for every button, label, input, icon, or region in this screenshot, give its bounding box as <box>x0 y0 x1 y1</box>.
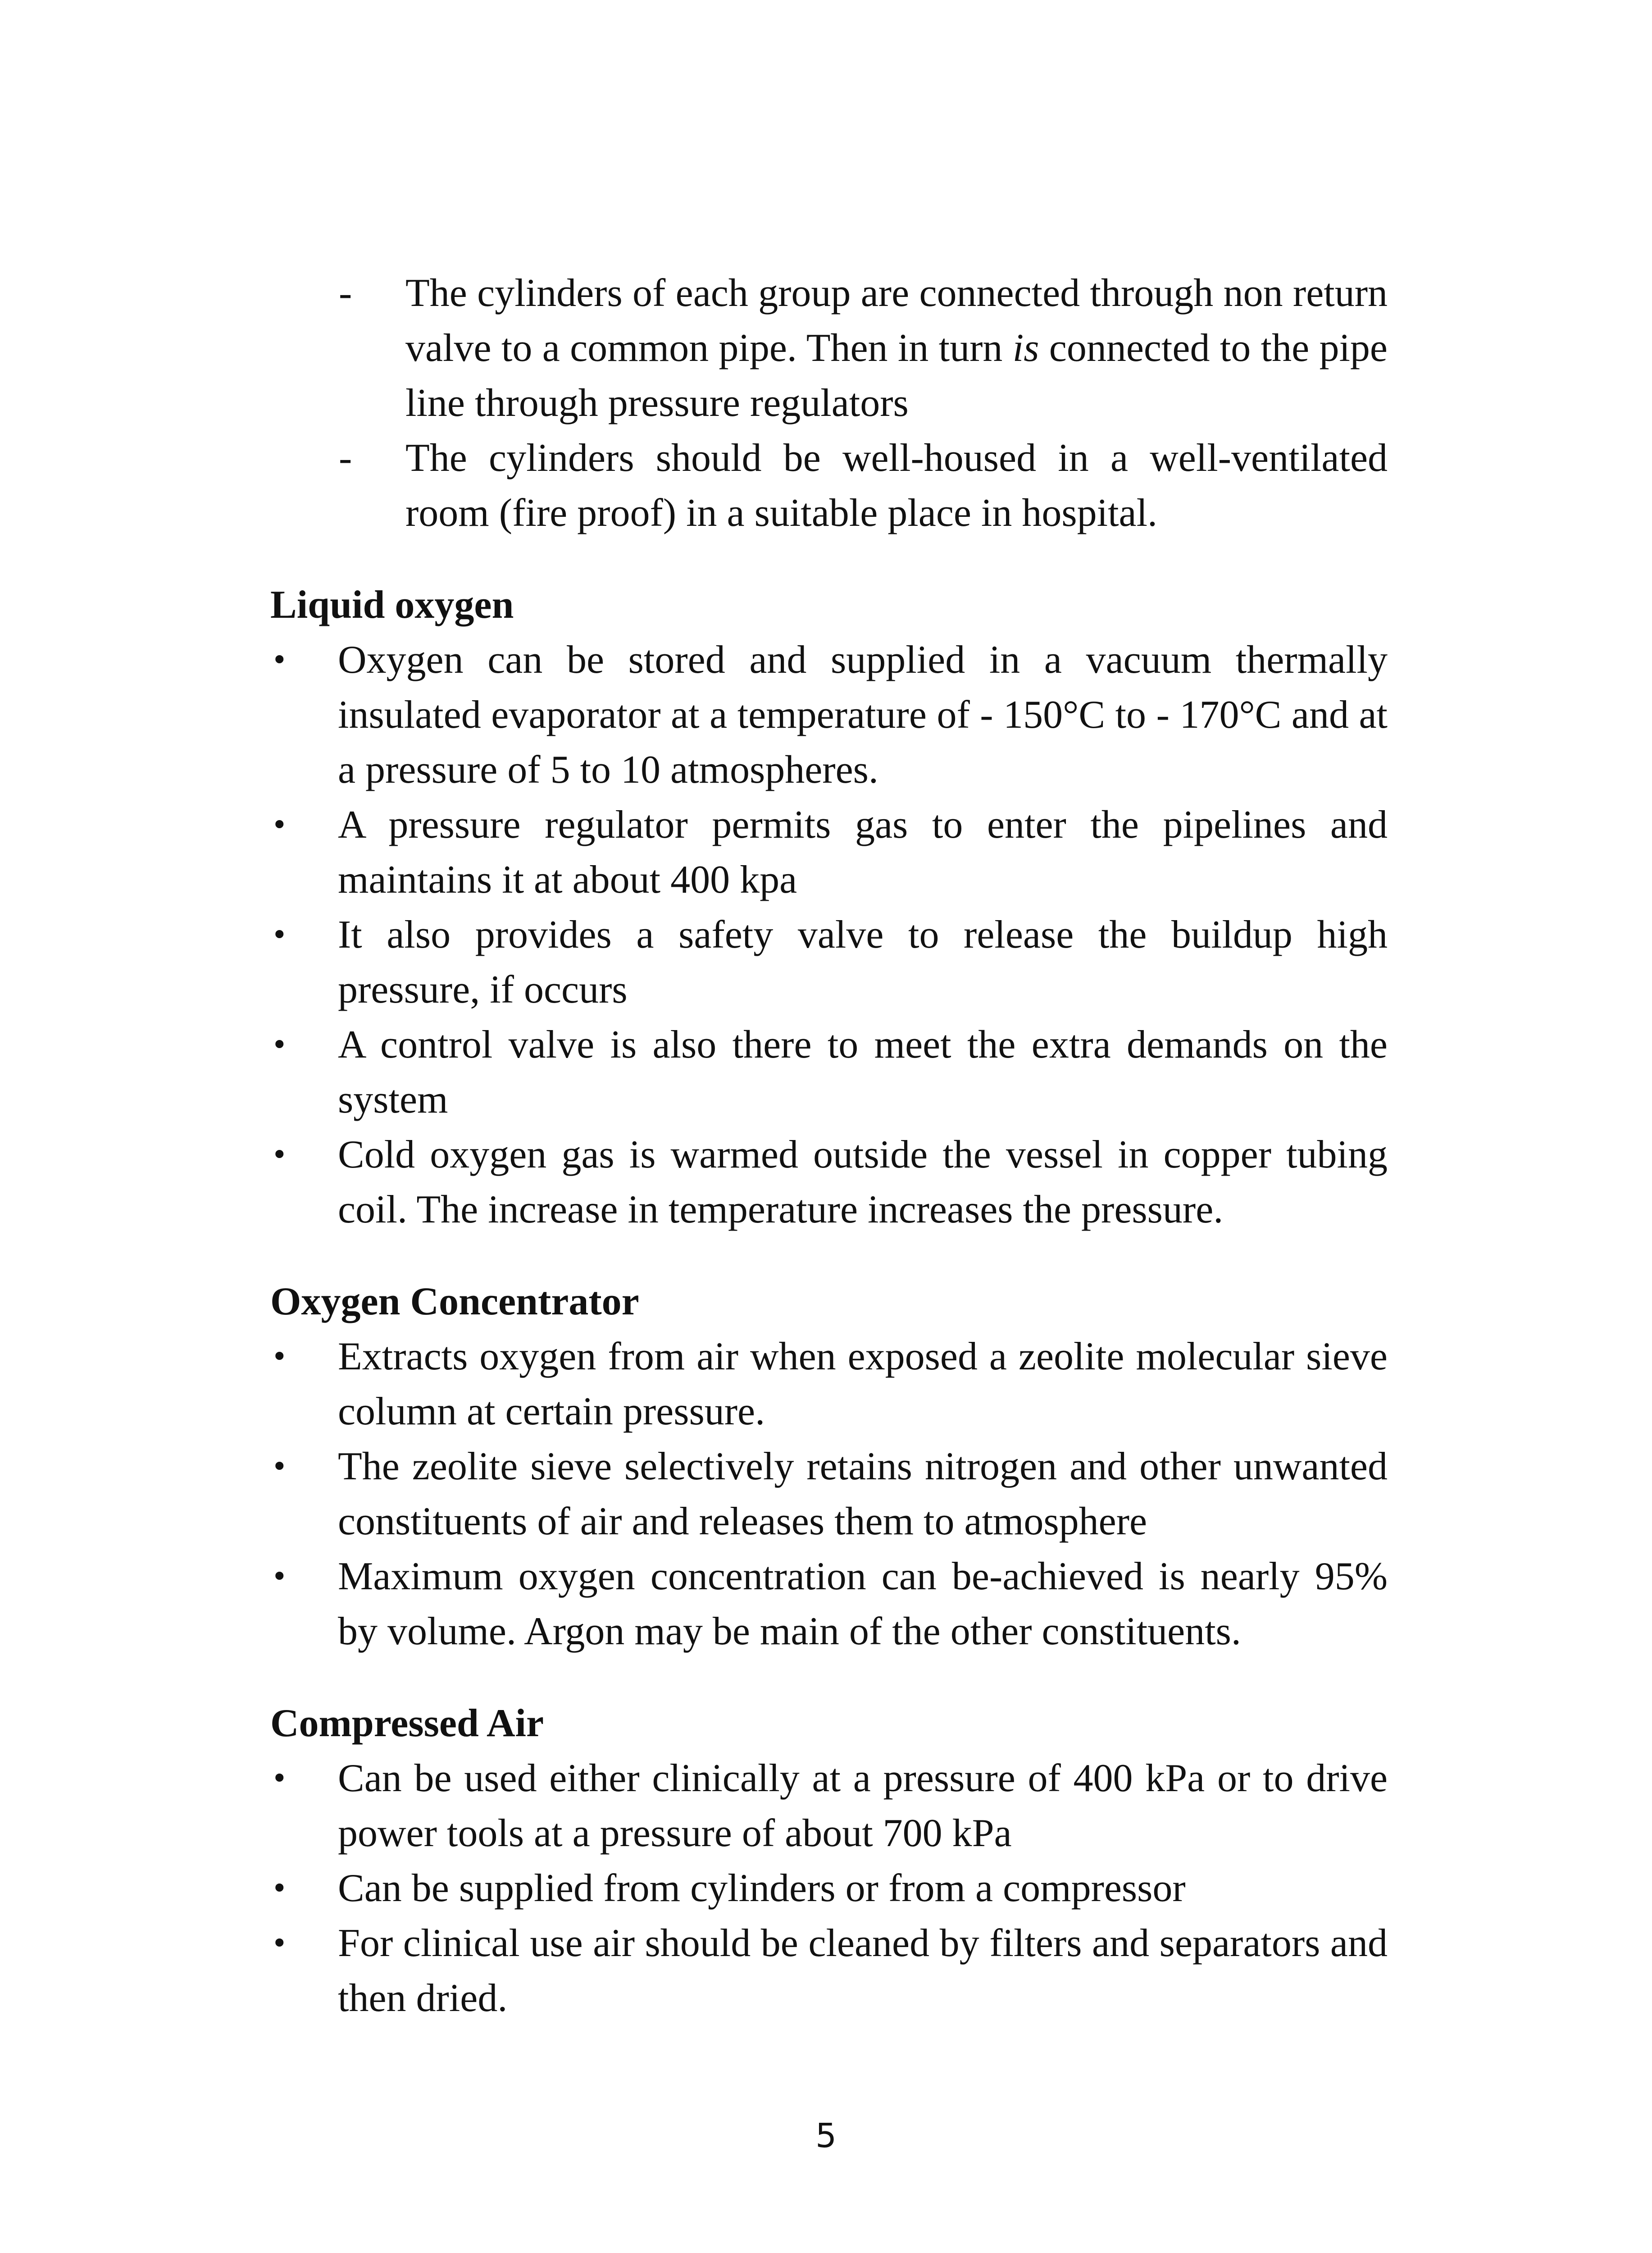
bullet-marker: • <box>271 808 288 841</box>
list-item <box>270 798 1388 908</box>
cylinder-notes-list <box>270 266 1388 541</box>
list-item-text: Extracts oxygen from air when exposed a zeolite molecular sieve column at certain pressure. <box>338 1335 1388 1433</box>
list-item-text: Can be supplied from cylinders or from a compressor <box>338 1866 1186 1910</box>
bullet-marker: • <box>271 1560 288 1593</box>
list-item <box>270 1916 1388 2026</box>
section-heading: Compressed Air <box>270 1701 544 1745</box>
list-item-text: Can be used either clinically at a pressure of 400 kPa or to drive power tools at a pressure of about 700 kPa <box>338 1756 1388 1855</box>
bullet-marker: • <box>271 1762 288 1795</box>
page-number: 5 <box>815 2116 837 2155</box>
bullet-marker: • <box>271 1450 288 1483</box>
dash-marker: - <box>339 436 352 480</box>
section-heading: Oxygen Concentrator <box>270 1280 639 1323</box>
list-item <box>270 1751 1388 1861</box>
bullet-marker: • <box>271 1927 288 1960</box>
section-oxygen-concentrator <box>270 1274 1388 1659</box>
bullet-list <box>270 1751 1388 2026</box>
list-item-text: The zeolite sieve selectively retains nitrogen and other unwanted constituents of air and releases them to atmosphere <box>338 1445 1388 1543</box>
section-heading: Liquid oxygen <box>270 583 514 627</box>
list-item <box>270 1329 1388 1439</box>
bullet-marker: • <box>271 1028 288 1061</box>
list-item-text: The cylinders should be well-housed in a well-ventilated room (fire proof) in a suitable place in hospital. <box>405 436 1388 535</box>
italic-word: is <box>1012 326 1039 370</box>
list-item-text: For clinical use air should be cleaned by filters and separators and then dried. <box>338 1921 1388 2020</box>
page-content <box>270 266 1388 2026</box>
list-item <box>270 1439 1388 1549</box>
bullet-list <box>270 633 1388 1237</box>
section-compressed-air <box>270 1696 1388 2026</box>
bullet-marker: • <box>271 643 288 676</box>
bullet-marker: • <box>271 1872 288 1905</box>
list-item-text: Oxygen can be stored and supplied in a vacuum thermally insulated evaporator at a temperature of - 150°C to - 170°C and at a pressure of 5 to 10 atmospheres. <box>338 638 1388 792</box>
section-liquid-oxygen <box>270 578 1388 1237</box>
list-item-text: A pressure regulator permits gas to enter the pipelines and maintains it at about 400 kpa <box>338 803 1388 902</box>
bullet-list <box>270 1329 1388 1659</box>
list-item <box>270 1861 1388 1916</box>
list-item <box>270 633 1388 798</box>
list-item-text: Maximum oxygen concentration can be-achieved is nearly 95% by volume. Argon may be main of the other constituents. <box>338 1555 1388 1653</box>
dash-marker: - <box>339 271 352 315</box>
list-item <box>270 1127 1388 1237</box>
list-item-text: Cold oxygen gas is warmed outside the vessel in copper tubing coil. The increase in temperature increases the pressure. <box>338 1133 1388 1231</box>
bullet-marker: • <box>271 918 288 951</box>
list-item-text: A control valve is also there to meet the extra demands on the system <box>338 1023 1388 1122</box>
list-item <box>270 1017 1388 1127</box>
bullet-marker: • <box>271 1138 288 1171</box>
list-item-text: The cylinders of each group are connected through non return valve to a common pipe. Then in turn is connected to the pipe line through pressure regulators <box>405 271 1388 425</box>
bullet-marker: • <box>271 1340 288 1373</box>
list-item <box>270 431 1388 541</box>
list-item <box>270 1549 1388 1659</box>
list-item <box>270 908 1388 1017</box>
list-item-text: It also provides a safety valve to release the buildup high pressure, if occurs <box>338 913 1388 1012</box>
list-item <box>270 266 1388 431</box>
